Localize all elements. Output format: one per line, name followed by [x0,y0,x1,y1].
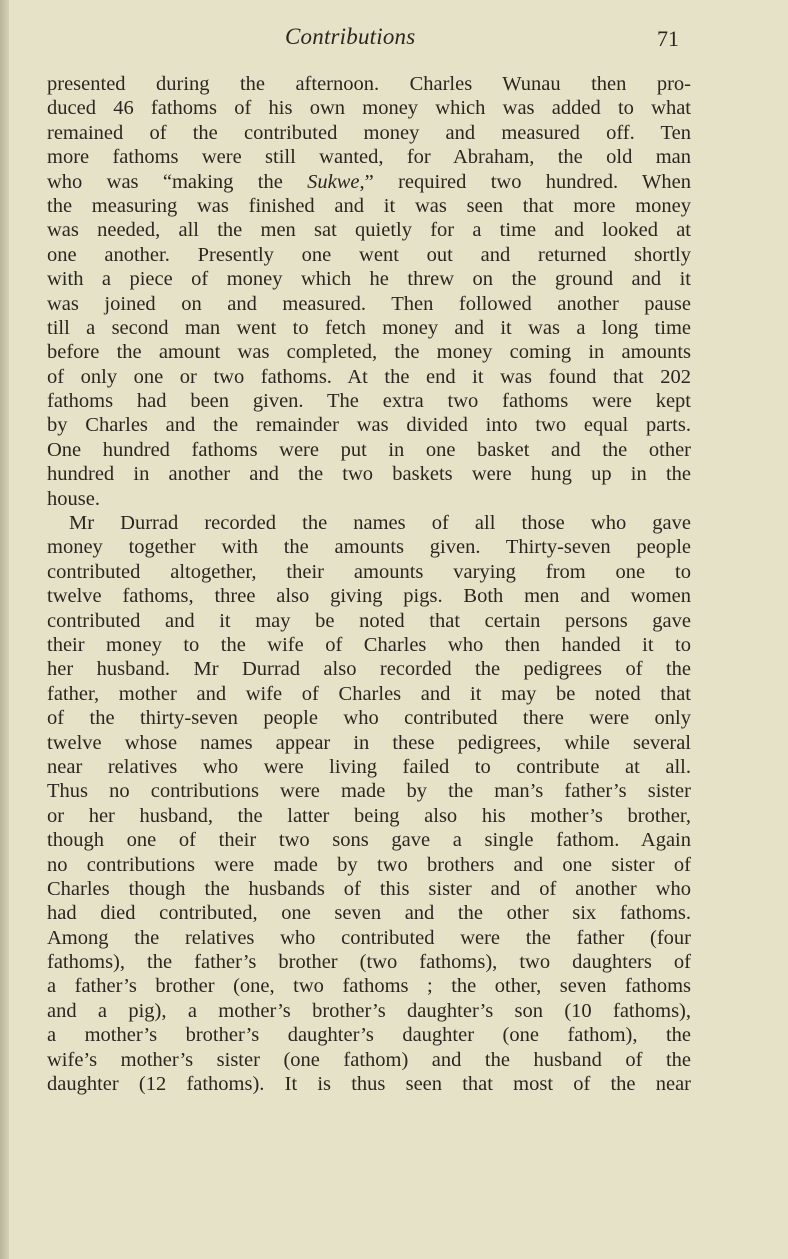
text-line: Thus no contributions were made by the man’s father’s sister [47,780,691,803]
text-line: who was “making the Sukwe,” required two hundred. When [47,170,691,193]
text-line: before the amount was completed, the money coming in amounts [47,341,691,364]
text-line: twelve whose names appear in these pedigrees, while several [47,731,691,754]
text-line: of only one or two fathoms. At the end it was found that 202 [47,365,691,388]
body-text [47,72,691,1096]
text-line: her husband. Mr Durrad also recorded the pedigrees of the [47,658,691,681]
text-line: and a pig), a mother’s brother’s daughter’s son (10 fathoms), [47,999,691,1022]
text-line: twelve fathoms, three also giving pigs. Both men and women [47,585,691,608]
text-line: hundred in another and the two baskets were hung up in the [47,463,691,486]
text-line: a father’s brother (one, two fathoms ; the other, seven fathoms [47,975,691,998]
text-line: One hundred fathoms were put in one basket and the other [47,438,691,461]
italic-term: Sukwe [307,170,360,193]
running-title: Contributions [285,24,416,49]
text-line: till a second man went to fetch money and it was a long time [47,316,691,339]
text-line: or her husband, the latter being also his mother’s brother, [47,804,691,827]
text-line: no contributions were made by two brothers and one sister of [47,853,691,876]
text-line: duced 46 fathoms of his own money which was added to what [47,97,691,120]
text-line: of the thirty-seven people who contributed there were only [47,707,691,730]
text-line: money together with the amounts given. Thirty-seven people [47,536,691,559]
text-line: wife’s mother’s sister (one fathom) and the husband of the [47,1048,691,1071]
text-line: the measuring was finished and it was seen that more money [47,194,691,217]
text-line: was joined on and measured. Then followed another pause [47,292,691,315]
text-line: with a piece of money which he threw on the ground and it [47,268,691,291]
text-line: by Charles and the remainder was divided into two equal parts. [47,414,691,437]
text-line: had died contributed, one seven and the other six fathoms. [47,902,691,925]
text-line: Among the relatives who contributed were the father (four [47,926,691,949]
text-line: Mr Durrad recorded the names of all those who gave [69,512,691,535]
text-line: contributed and it may be noted that certain persons gave [47,609,691,632]
book-gutter-edge [0,0,9,1259]
text-line: their money to the wife of Charles who then handed it to [47,633,691,656]
text-line: a mother’s brother’s daughter’s daughter (one fathom), the [47,1024,691,1047]
text-line: presented during the afternoon. Charles Wunau then pro- [47,73,691,95]
text-line: though one of their two sons gave a single fathom. Again [47,829,691,852]
text-line: remained of the contributed money and measured off. Ten [47,121,691,144]
text-line: father, mother and wife of Charles and it may be noted that [47,682,691,705]
text-line: fathoms had been given. The extra two fathoms were kept [47,390,691,413]
text-line: fathoms), the father’s brother (two fathoms), two daughters of [47,951,691,974]
text-line: more fathoms were still wanted, for Abraham, the old man [47,146,691,169]
page-number: 71 [657,26,679,51]
text-line: Charles though the husbands of this sister and of another who [47,877,691,900]
text-line: house. [47,487,100,510]
text-line: near relatives who were living failed to contribute at all. [47,755,691,778]
text-line: contributed altogether, their amounts varying from one to [47,560,691,583]
text-line: daughter (12 fathoms). It is thus seen that most of the near [47,1073,691,1096]
text-line: was needed, all the men sat quietly for a time and looked at [47,219,691,242]
text-line: one another. Presently one went out and returned shortly [47,243,691,266]
page-header [0,24,788,54]
